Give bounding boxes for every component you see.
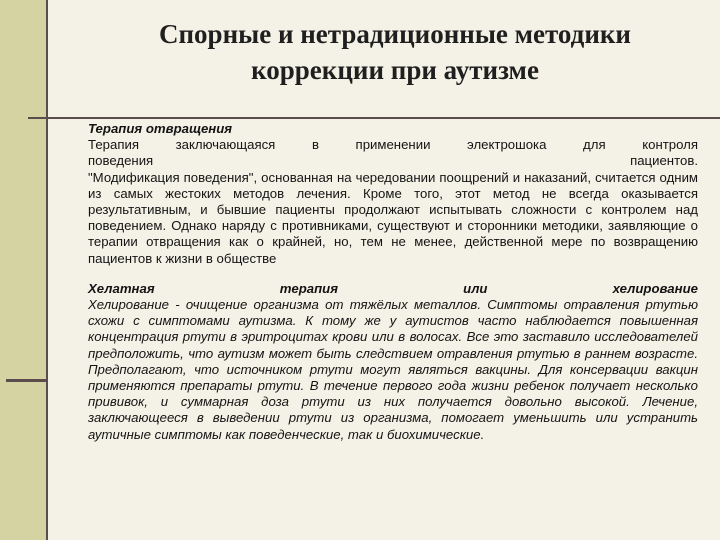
title-line-1: Спорные и нетрадиционные методики bbox=[159, 19, 631, 49]
section-aversion-therapy bbox=[88, 121, 698, 267]
section-heading: Хелатная терапия или хелирование bbox=[88, 280, 698, 296]
slide-title bbox=[100, 16, 690, 88]
left-accent-strip bbox=[0, 0, 46, 540]
left-divider-line bbox=[46, 0, 48, 540]
section-text-line: поведения пациентов. bbox=[88, 153, 698, 169]
title-line-2: коррекции при аутизме bbox=[251, 55, 539, 85]
section-text-line: Терапия заключающаяся в применении электрошока для контроля bbox=[88, 137, 698, 153]
section-text: Хелирование - очищение организма от тяжёлых металлов. Симптомы отравления ртутью схожи с симптомами аутизма. К тому же у аутистов часто наблюдается повышенная концентрация ртути в эритроцитах крови или в волосах. Все это заставило исследователей предположить, что аутизм может быть следствием отравления ртутью в раннем возрасте. Предполагают, что источником ртути могут являться вакцины. Для консервации вакцин применяются препараты ртути. В течение первого года жизни ребенок получает несколько прививок, и суммарная доза ртути из них получается довольно высокой. Лечение, заключающееся в выведении ртути из организма, помогает уменьшить или устранить аутичные симптомы как поведенческие, так и биохимические. bbox=[88, 297, 698, 442]
section-heading: Терапия отвращения bbox=[88, 121, 233, 136]
side-accent-bar bbox=[6, 379, 48, 382]
slide-body bbox=[88, 121, 698, 443]
title-divider-bar bbox=[28, 117, 720, 119]
section-chelation-therapy bbox=[88, 281, 698, 443]
section-text: "Модификация поведения", основанная на чередовании поощрений и наказаний, считается одним из самых жестоких методов лечения. Кроме того, этот метод не всегда оказывается результативным, и бывшие пациенты продолжают испытывать сложности с контролем над поведением. Однако наряду с противниками, существуют и сторонники методики, заявляющие о терапии отвращения как о крайней, но, тем не менее, действенной мере по возвращению пациентов к жизни в обществе bbox=[88, 169, 698, 266]
